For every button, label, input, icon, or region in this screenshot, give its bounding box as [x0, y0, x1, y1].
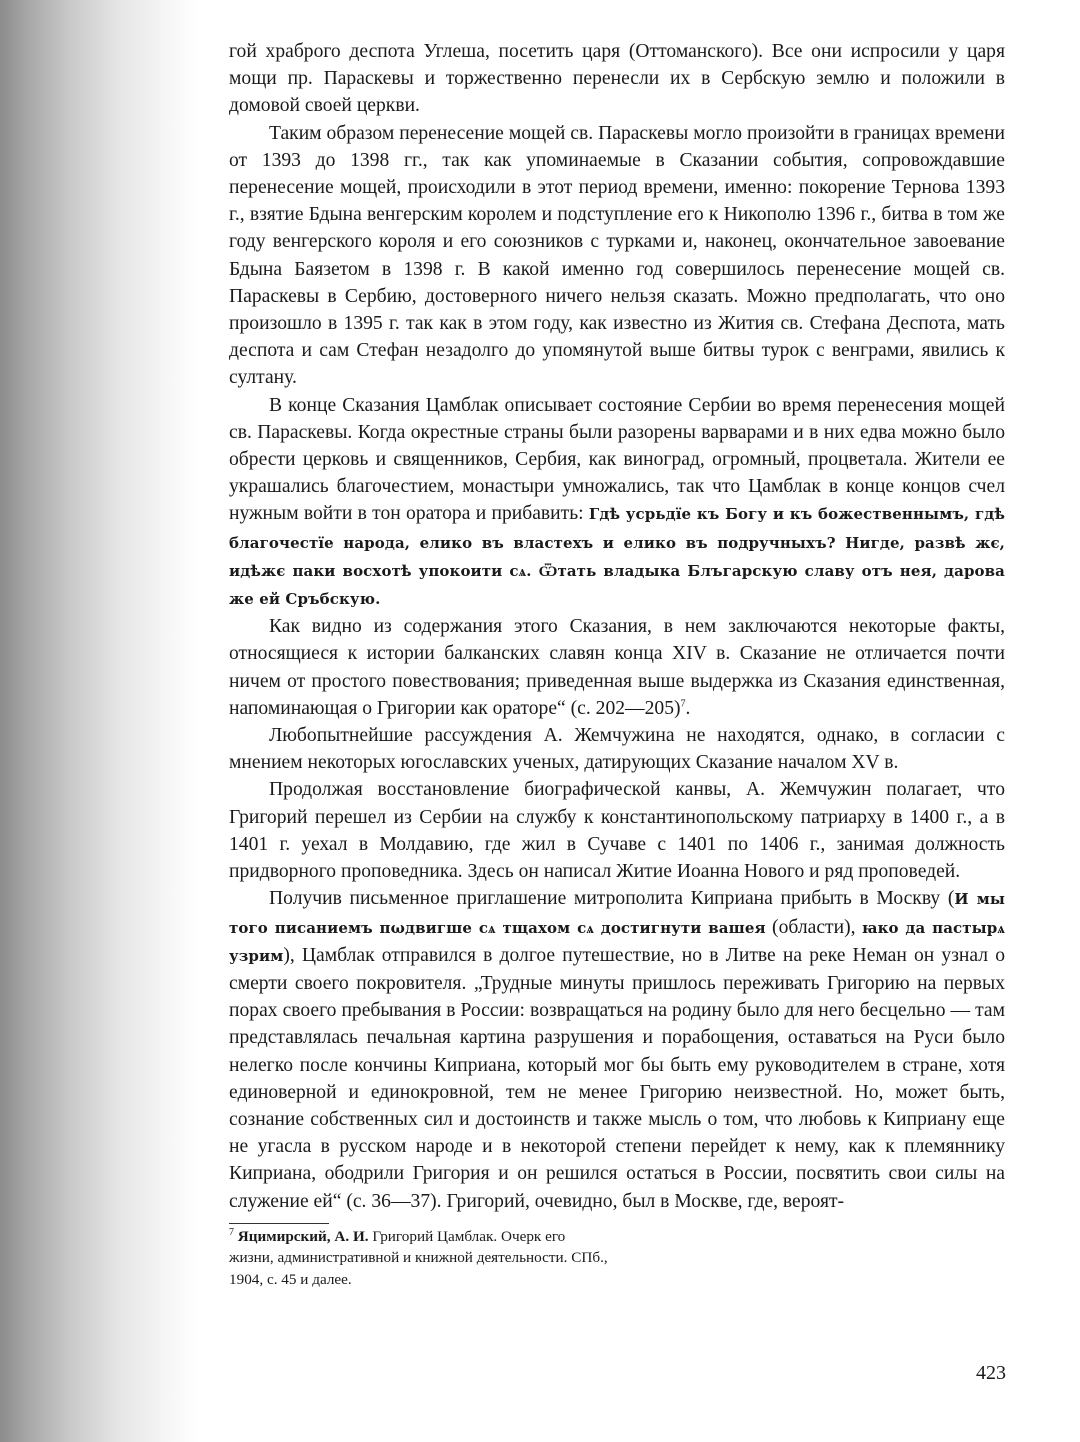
paragraph-7-text-b: (области),	[765, 916, 862, 938]
slavonic-quote: Гдѣ усрьдїе къ Богу и къ божественнымъ, гдѣ благочестїе народа, елико въ властехъ и елико въ подручныхъ? Нигде, развѣ жє, идѣжє паки восхотѣ упокоити сѧ. Ѿтать владыка Блъгарскую славу отъ нея, дарова же ей Сръбскую.	[229, 505, 1005, 609]
footnote	[229, 1226, 609, 1291]
paragraph-4	[229, 613, 1005, 722]
page-number: 423	[976, 1362, 1006, 1384]
paragraph-1: гой храброго деспота Углеша, посетить царя (Оттоманского). Все они испросили у царя мощи пр. Параскевы и торжественно перенесли их в Сербскую землю и положили в домовой своей церкви.	[229, 41, 1005, 117]
paragraph-5: Любопытнейшие рассуждения А. Жемчужина не находятся, однако, в согласии с мнением некоторых югославских ученых, датирующих Сказание началом XV в.	[229, 725, 1005, 774]
footnote-divider	[229, 1223, 329, 1224]
paragraph-7	[229, 885, 1005, 1214]
paragraph-7-text-a: Получив письменное приглашение митрополита Киприана прибыть в Москву (	[269, 888, 955, 910]
slavonic-quote-a: И мы того писаниемъ пωдвигше сѧ тщахом сѧ достигнути вашея	[229, 890, 1005, 937]
paragraph-4-text: Как видно из содержания этого Сказания, в нем заключаются некоторые факты, относящиеся к истории балканских славян конца XIV в. Сказание не отличается почти ничем от простого повествования; приведенная выше выдержка из Сказания единственная, напоминающая о Григории как ораторе“ (с. 202—205)	[229, 616, 1005, 719]
footnote-ref: 7	[680, 698, 686, 710]
footnote-text: Григорий Цамблак. Очерк его жизни, административной и книжной деятельности. СПб., 1904, с. 45 и далее.	[229, 1227, 608, 1288]
footnote-number: 7	[229, 1226, 234, 1238]
paragraph-2: Таким образом перенесение мощей св. Параскевы могло произойти в границах времени от 1393 до 1398 гг., так как упоминаемые в Сказании события, сопровождавшие перенесение мощей, происходили в этот период времени, именно: покорение Тернова 1393 г., взятие Бдына венгерским королем и подступление его к Никополю 1396 г., битва в том же году венгерского короля и его союзников с турками и, наконец, окончательное завоевание Бдына Баязетом в 1398 г. В какой именно год совершилось перенесение мощей св. Параскевы в Сербию, достоверного ничего нельзя сказать. Можно предполагать, что оно произошло в 1395 г. так как в этом году, как известно из Жития св. Стефана Деспота, мать деспота и сам Стефан незадолго до упомянутой выше битвы турок с венграми, явились к султану.	[229, 122, 1005, 389]
slavonic-quote-b: ꙗко да пастырѧ узрим	[229, 918, 1005, 965]
paragraph-4-end: .	[685, 697, 691, 719]
paragraph-3-text: В конце Сказания Цамблак описывает состояние Сербии во время перенесения мощей св. Параскевы. Когда окрестные страны были разорены варварами и в них едва можно было обрести церковь и священников, Сербия, как виноград, огромный, процветала. Жители ее украшались благочестием, монастыри умножались, так что Цамблак в конце концов счел нужным войти в тон оратора и прибавить:	[229, 394, 1005, 525]
footnote-author: Яцимирский, А. И.	[237, 1227, 369, 1245]
paragraph-6: Продолжая восстановление биографической канвы, А. Жемчужин полагает, что Григорий перешел из Сербии на службу к константинопольскому патриарху в 1400 г., а в 1401 г. уехал в Молдавию, где жил в Сучаве с 1401 по 1406 г., занимая должность придворного проповедника. Здесь он написал Житие Иоанна Нового и ряд проповедей.	[229, 779, 1005, 883]
scan-binding-shadow	[0, 0, 200, 1442]
paragraph-3	[229, 392, 1005, 614]
paragraph-7-text-c: ), Цамблак отправился в долгое путешествие, но в Литве на реке Неман он узнал о смерти своего покровителя. „Трудные минуты пришлось переживать Григорию на первых порах своего пребывания в России: возвращаться на родину было для него бесцельно — там представлялась печальная картина разрушения и порабощения, оставаться на Руси было нелегко после кончины Киприана, который мог бы быть ему руководителем в стране, хотя единоверной и единокровной, тем не менее Григорию неизвестной. Но, может быть, сознание собственных сил и достоинств и также мысль о том, что любовь к Киприану еще не угасла в русском народе и в некоторой степени перейдет к нему, как к племяннику Киприана, ободрили Григория и он решился остаться в России, посвятить свои силы на служение ей“ (с. 36—37). Григорий, очевидно, был в Москве, где, вероят-	[229, 944, 1005, 1212]
page-body	[229, 38, 1005, 1291]
